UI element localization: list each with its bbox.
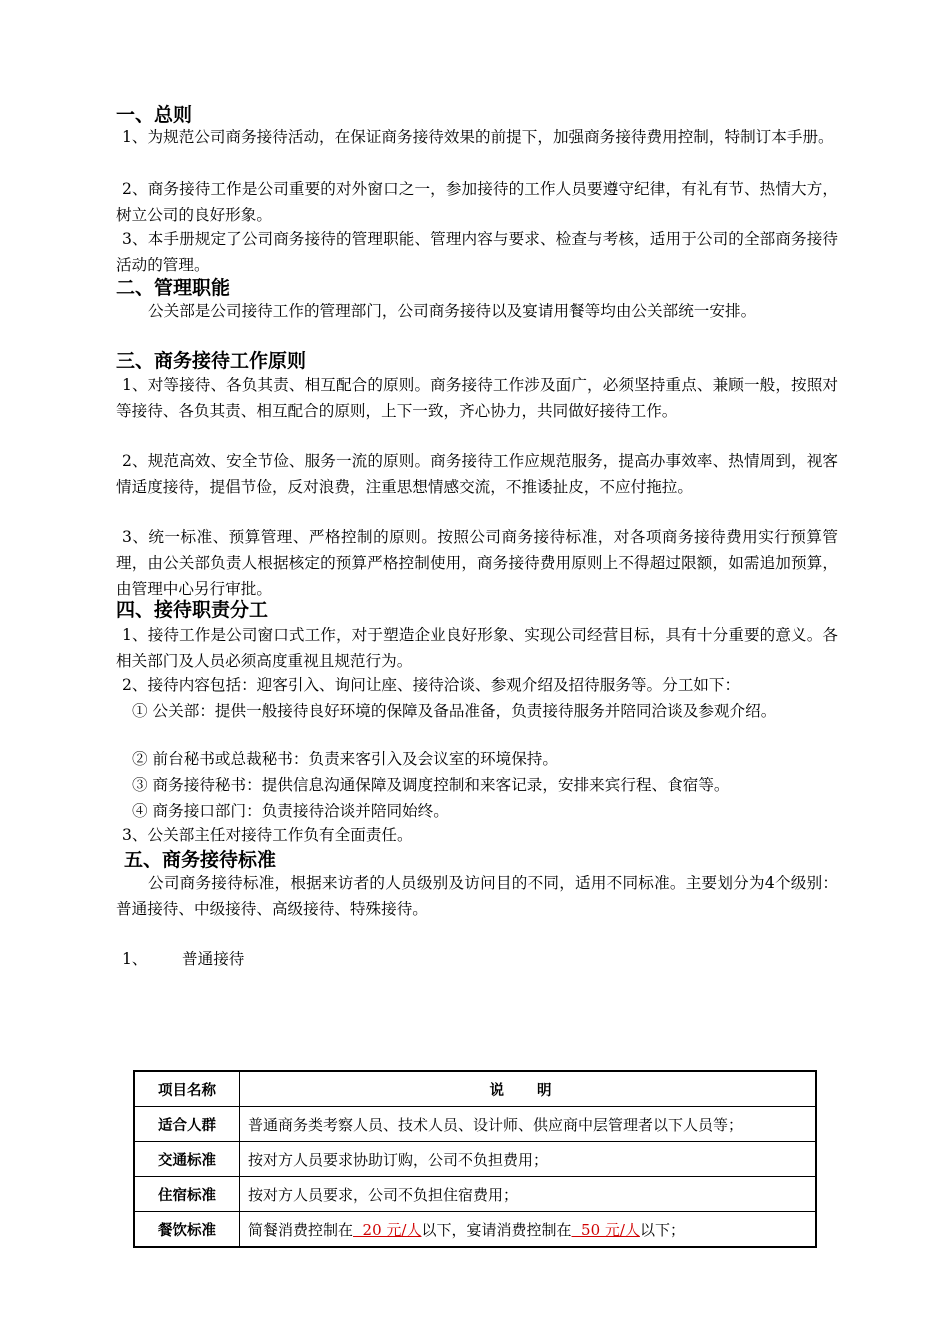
dining-text: 简餐消费控制在 (248, 1220, 354, 1239)
table-cell-text: 普通商务类考察人员、技术人员、设计师、供应商中层管理者以下人员等； (240, 1107, 817, 1142)
table-cell-text (240, 1212, 817, 1248)
table-cell-label: 餐饮标准 (134, 1212, 240, 1248)
section-title-standards: 五、商务接待标准 (124, 849, 277, 871)
paragraph: 2、商务接待工作是公司重要的对外窗口之一，参加接待的工作人员要遵守纪律，有礼有节、热情大方，树立公司的良好形象。 (116, 180, 838, 224)
paragraph: 3、公关部主任对接待工作负有全面责任。 (122, 826, 413, 844)
dining-text: 以下，宴请消费控制在 (421, 1220, 572, 1239)
paragraph: 3、统一标准、预算管理、严格控制的原则。按照公司商务接待标准，对各项商务接待费用实行预算管理，由公关部负责人根据核定的预算严格控制使用，商务接待费用原则上不得超过限额，如需追加预算，由管理中心另行审批。 (116, 528, 838, 598)
section-title-principles: 三、商务接待工作原则 (116, 350, 307, 372)
standards-table (133, 1070, 817, 1248)
table-row (134, 1107, 816, 1142)
table-row (134, 1142, 816, 1177)
paragraph: 公关部是公司接待工作的管理部门，公司商务接待以及宴请用餐等均由公关部统一安排。 (148, 302, 757, 320)
section-title-management: 二、管理职能 (116, 277, 231, 299)
subsection-number: 1、 (122, 950, 148, 968)
table-cell-label: 住宿标准 (134, 1177, 240, 1212)
table-cell-label: 适合人群 (134, 1107, 240, 1142)
table-row (134, 1212, 816, 1248)
dining-banquet-limit: 50 元/人 (571, 1220, 640, 1239)
paragraph: 1、为规范公司商务接待活动，在保证商务接待效果的前提下，加强商务接待费用控制，特制订本手册。 (122, 128, 834, 146)
table-cell-text: 按对方人员要求协助订购，公司不负担费用； (240, 1142, 817, 1177)
paragraph: 2、规范高效、安全节俭、服务一流的原则。商务接待工作应规范服务，提高办事效率、热情周到，视客情适度接待，提倡节俭，反对浪费，注重思想情感交流，不推诿扯皮，不应付拖拉。 (116, 452, 838, 496)
table-cell-text: 按对方人员要求，公司不负担住宿费用； (240, 1177, 817, 1212)
section-title-general: 一、总则 (116, 104, 193, 126)
list-item: ② 前台秘书或总裁秘书：负责来客引入及会议室的环境保持。 (132, 750, 558, 768)
table-header-cell: 项目名称 (134, 1071, 240, 1107)
list-item: ① 公关部：提供一般接待良好环境的保障及备品准备，负责接待服务并陪同洽谈及参观介绍。 (132, 702, 777, 720)
paragraph: 1、对等接待、各负其责、相互配合的原则。商务接待工作涉及面广，必须坚持重点、兼顾一般，按照对等接待、各负其责、相互配合的原则，上下一致，齐心协力，共同做好接待工作。 (116, 376, 838, 420)
list-item: ③ 商务接待秘书：提供信息沟通保障及调度控制和来客记录，安排来宾行程、食宿等。 (132, 776, 730, 794)
table-header-cell: 说 明 (240, 1071, 817, 1107)
paragraph: 3、本手册规定了公司商务接待的管理职能、管理内容与要求、检查与考核，适用于公司的全部商务接待活动的管理。 (116, 230, 838, 274)
paragraph: 公司商务接待标准，根据来访者的人员级别及访问目的不同，适用不同标准。主要划分为4个级别：普通接待、中级接待、高级接待、特殊接待。 (116, 874, 838, 918)
table-cell-label: 交通标准 (134, 1142, 240, 1177)
section-title-duties: 四、接待职责分工 (116, 599, 269, 621)
table-header-row (134, 1071, 816, 1107)
paragraph: 2、接待内容包括：迎客引入、询问让座、接待洽谈、参观介绍及招待服务等。分工如下： (122, 676, 741, 694)
dining-text: 以下； (639, 1220, 685, 1239)
list-item: ④ 商务接口部门：负责接待洽谈并陪同始终。 (132, 802, 449, 820)
dining-meal-limit: 20 元/人 (353, 1220, 422, 1239)
subsection-title: 普通接待 (182, 950, 245, 968)
table-row (134, 1177, 816, 1212)
paragraph: 1、接待工作是公司窗口式工作，对于塑造企业良好形象、实现公司经营目标，具有十分重要的意义。各相关部门及人员必须高度重视且规范行为。 (116, 626, 838, 670)
